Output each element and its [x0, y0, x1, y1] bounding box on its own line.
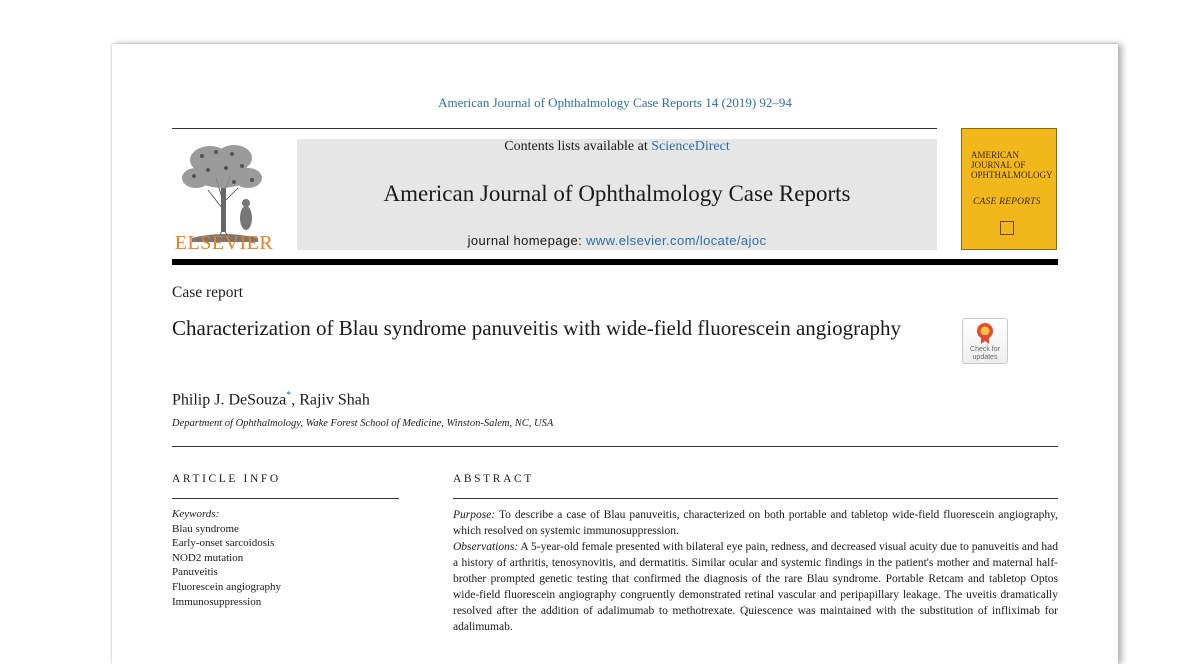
- abstract-rule: [453, 498, 1058, 499]
- cover-title-line2: JOURNAL OF: [971, 160, 1026, 170]
- affiliation: Department of Ophthalmology, Wake Forest School of Medicine, Winston-Salem, NC, USA: [172, 418, 554, 429]
- keyword-item: NOD2 mutation: [172, 551, 244, 564]
- homepage-link[interactable]: www.elsevier.com/locate/ajoc: [586, 233, 767, 248]
- purpose-text: To describe a case of Blau panuveitis, characterized on both portable and tabletop wide-field fluorescein angiography, which resolved on systemic immunosuppression.: [453, 509, 1058, 537]
- abstract-purpose: [453, 507, 1058, 539]
- homepage-line: [297, 233, 937, 249]
- contents-line: [297, 139, 937, 155]
- cover-title: [971, 150, 1055, 180]
- abstract-body: [453, 507, 1058, 635]
- observations-text: A 5-year-old female presented with bilateral eye pain, redness, and decreased visual acuity due to panuveitis and had a history of arthritis, tenosynovitis, and dermatitis. Similar ocular and systemic findings in the patient's mother and maternal half-brother prompted genetic testing that confirmed the diagnosis of the rare Blau syndrome. Portable Retcam and tabletop Optos wide-field fluorescein angiography congruently demonstrated retinal vascular and peripapillary leakage. The uveitis dramatically resolved after the addition of adalimumab to methotrexate. Quiescence was maintained with the substitution of infliximab for adalimumab.: [453, 541, 1058, 633]
- cover-subtitle: CASE REPORTS: [973, 197, 1041, 207]
- contents-prefix: Contents lists available at: [504, 139, 652, 154]
- cover-title-line3: OPHTHALMOLOGY: [971, 170, 1053, 180]
- abstract-heading: ABSTRACT: [453, 473, 534, 485]
- keyword-item: Blau syndrome: [172, 522, 239, 535]
- header-thick-rule: [172, 259, 1058, 265]
- homepage-prefix: journal homepage:: [467, 233, 587, 248]
- top-rule: [172, 128, 937, 129]
- bookmark-ribbon-icon: [975, 321, 995, 345]
- mid-rule: [172, 446, 1058, 447]
- article-type: Case report: [172, 284, 244, 301]
- author-desouza[interactable]: Philip J. DeSouza: [172, 391, 287, 409]
- cover-title-line1: AMERICAN: [971, 150, 1020, 160]
- keyword-item: Early-onset sarcoidosis: [172, 537, 275, 550]
- author-separator: ,: [291, 391, 300, 409]
- abstract-observations: [453, 539, 1058, 635]
- corresponding-author-mark[interactable]: *: [286, 390, 292, 401]
- journal-citation[interactable]: American Journal of Ophthalmology Case Reports 14 (2019) 92–94: [438, 95, 792, 110]
- elsevier-wordmark: ELSEVIER: [174, 232, 274, 254]
- keywords-label: Keywords:: [172, 508, 220, 520]
- cover-emblem-icon: [1000, 221, 1014, 235]
- article-info-heading: ARTICLE INFO: [172, 473, 281, 485]
- sciencedirect-link[interactable]: ScienceDirect: [651, 139, 730, 154]
- keywords-list: [172, 507, 399, 609]
- article-title: Characterization of Blau syndrome panuveitis with wide-field fluorescein angiography: [172, 316, 901, 340]
- purpose-label: Purpose:: [453, 509, 496, 521]
- observations-label: Observations:: [453, 541, 519, 553]
- keyword-item: Fluorescein angiography: [172, 580, 282, 593]
- keyword-item: Panuveitis: [172, 566, 218, 579]
- author-shah[interactable]: Rajiv Shah: [299, 391, 370, 409]
- check-for-updates-label: Check for updates: [970, 346, 1000, 361]
- journal-title: American Journal of Ophthalmology Case Reports: [383, 181, 851, 206]
- author-line: [172, 386, 370, 410]
- keyword-item: Immunosuppression: [172, 595, 262, 608]
- article-info-rule: [172, 498, 399, 499]
